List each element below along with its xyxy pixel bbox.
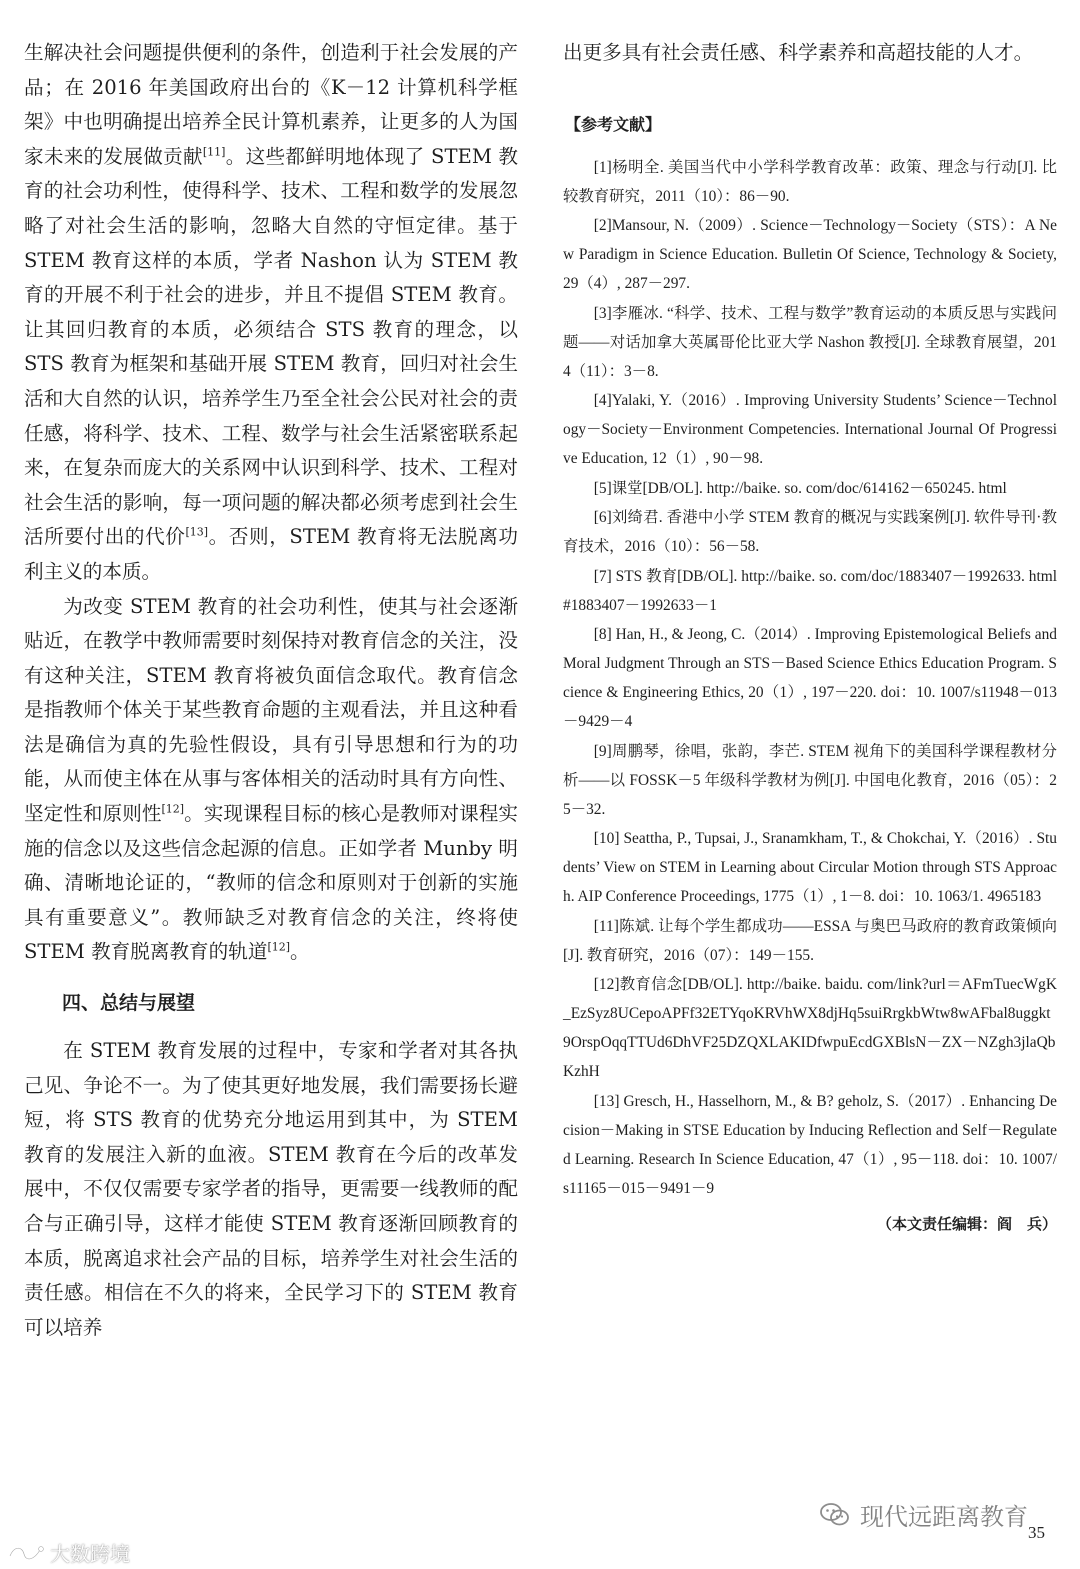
reference-list (563, 153, 1057, 1203)
logo-icon (6, 1542, 46, 1564)
citation-13[interactable]: [13] (185, 525, 209, 539)
para-2c-text: 。 (290, 940, 310, 964)
reference-item-7: [7] STS 教育[DB/OL]. http://baike. so. com/doc/1883407－1992633. html#1883407－1992633－1 (563, 567, 1057, 614)
section-heading: 四、总结与展望 (62, 992, 196, 1015)
right-column (563, 36, 1057, 1237)
wechat-icon (820, 1502, 850, 1528)
reference-item-1: [1]杨明全. 美国当代中小学科学教育改革：政策、理念与行动[J]. 比较教育研究，2011（10）：86－90. (563, 158, 1057, 205)
reference-item-10: [10] Seattha, P., Tupsai, J., Sranamkham, T., & Chokchai, Y.（2016）. Students’ View on STEM in Learning about Circular Motion through STS Approach. AIP Conference Proceedings, 1775（1）, 1－8. doi：10. 1063/1. 4965183 (563, 830, 1057, 906)
reference-item-8: [8] Han, H., & Jeong, C.（2014）. Improving Epistemological Beliefs and Moral Judgment Through an STS－Based Science Ethics Education Program. Science & Engineering Ethics, 20（1）, 197－220. doi：10. 1007/s11948－013－9429－4 (563, 626, 1057, 731)
continuation-text: 出更多具有社会责任感、科学素养和高超技能的人才。 (563, 41, 1034, 64)
para-1c-text: 。否则，STEM 教育将无法脱离功利主义的本质。 (24, 525, 519, 583)
watermark-text: 现代远距离教育 (860, 1503, 1028, 1531)
left-column (24, 36, 518, 1345)
page-number: 35 (1028, 1523, 1045, 1542)
reference-item-3: [3]李雁冰. “科学、技术、工程与数学”教育运动的本质反思与实践问题——对话加拿大英属哥伦比亚大学 Nashon 教授[J]. 全球教育展望，2014（11）：3－8. (563, 304, 1057, 380)
reference-item-5: [5]课堂[DB/OL]. http://baike. so. com/doc/614162－650245. html (593, 479, 1007, 497)
reference-item-9: [9]周鹏琴，徐唱，张韵，李芒. STEM 视角下的美国科学课程教材分析——以 FOSSK－5 年级科学教材为例[J]. 中国电化教育，2016（05）：25－32. (563, 742, 1057, 818)
para-2a-text: 为改变 STEM 教育的社会功利性，使其与社会逐渐贴近，在教学中教师需要时刻保持对教育信念的关注，没有这种关注，STEM 教育将被负面信念取代。教育信念是指教师个体关于某些教育命题的主观看法，并且这种看法是确信为真的先验性假设，具有引导思想和行为的功能，从而使主体在从事与客体相关的活动时具有方向性、坚定性和原则性 (24, 594, 518, 826)
body-paragraph-1 (24, 36, 518, 590)
para-2b-text: 。实现课程目标的核心是教师对课程实施的信念以及这些信念起源的信息。正如学者 Munby 明确、清晰地论证的，“教师的信念和原则对于创新的实施具有重要意义”。教师缺乏对教育信念的关注，终将使 STEM 教育脱离教育的轨道 (24, 802, 519, 964)
reference-item-13: [13] Gresch, H., Hasselhorn, M., & B? geholz, S.（2017）. Enhancing Decision－Making in STSE Education by Inducing Reflection and Self－Regulated Learning. Research In Science Education, 47（1）, 95－118. doi：10. 1007/s11165－015－9491－9 (563, 1092, 1057, 1197)
citation-12-a[interactable]: [12] (161, 802, 185, 816)
body-paragraph-2 (24, 590, 518, 971)
citation-11[interactable]: [11] (202, 145, 226, 159)
reference-item-6: [6]刘绮君. 香港中小学 STEM 教育的概况与实践案例[J]. 软件导刊·教育技术，2016（10）：56－58. (563, 509, 1057, 556)
references-heading: 【参考文献】 (565, 114, 662, 134)
reference-item-12: [12]教育信念[DB/OL]. http://baike. baidu. com/link?url＝AFmTuecWgK_EzSyz8UCepoAPFf32ETYqoKRVhWX8djHq5suiRrgkbWtw8wAFbal8uggkt9OrspOqqTTUd6DhVF25DZQXLAKIDfwpuEcdGXBlsN－ZX－NZgh3jlaQbKzhH (563, 976, 1057, 1081)
reference-item-4: [4]Yalaki, Y.（2016）. Improving University Students’ Science－Technology－Society－Environment Competencies. International Journal Of Progressive Education, 12（1）, 90－98. (563, 392, 1057, 468)
editor-credit: （本文责任编辑：阎 兵） (876, 1214, 1057, 1233)
wechat-watermark (820, 1497, 1028, 1532)
reference-item-11: [11]陈斌. 让每个学生都成功——ESSA 与奥巴马政府的教育政策倾向[J]. 教育研究，2016（07）：149－155. (563, 917, 1057, 964)
para-1b-text: 。这些都鲜明地体现了 STEM 教育的社会功利性，使得科学、技术、工程和数学的发展忽略了对社会生活的影响，忽略大自然的守恒定律。基于 STEM 教育这样的本质，学者 Nashon 认为 STEM 教育的开展不利于社会的进步，并且不提倡 STEM 教育。让其回归教育的本质，必须结合 STS 教育的理念，以 STS 教育为框架和基础开展 STEM 教育，回归对社会生活和大自然的认识，培养学生乃至全社会公民对社会的责任感，将科学、技术、工程、数学与社会生活紧密联系起来，在复杂而庞大的关系网中认识到科学、技术、工程对社会生活的影响，每一项问题的解决都必须考虑到社会生活所要付出的代价 (24, 144, 518, 549)
reference-item-2: [2]Mansour, N.（2009）. Science－Technology－Society（STS）：A New Paradigm in Science Education. Bulletin Of Science, Technology & Society, 29（4）, 287－297. (563, 217, 1057, 293)
body-paragraph-3: 在 STEM 教育发展的过程中，专家和学者对其各执己见、争论不一。为了使其更好地发展，我们需要扬长避短，将 STS 教育的优势充分地运用到其中，为 STEM 教育的发展注入新的血液。STEM 教育在今后的改革发展中，不仅仅需要专家学者的指导，更需要一线教师的配合与正确引导，这样才能使 STEM 教育逐渐回顾教育的本质，脱离追求社会产品的目标，培养学生对社会生活的责任感。相信在不久的将来，全民学习下的 STEM 教育可以培养 (24, 1039, 518, 1339)
corner-watermark (6, 1538, 130, 1567)
para-1-text: 生解决社会问题提供便利的条件，创造利于社会发展的产品；在 2016 年美国政府出台的《K－12 计算机科学框架》中也明确提出培养全民计算机素养，让更多的人为国家未来的发展做贡献 (24, 41, 518, 168)
citation-12-b[interactable]: [12] (267, 940, 291, 954)
corner-watermark-text: 大数跨境 (50, 1542, 130, 1566)
